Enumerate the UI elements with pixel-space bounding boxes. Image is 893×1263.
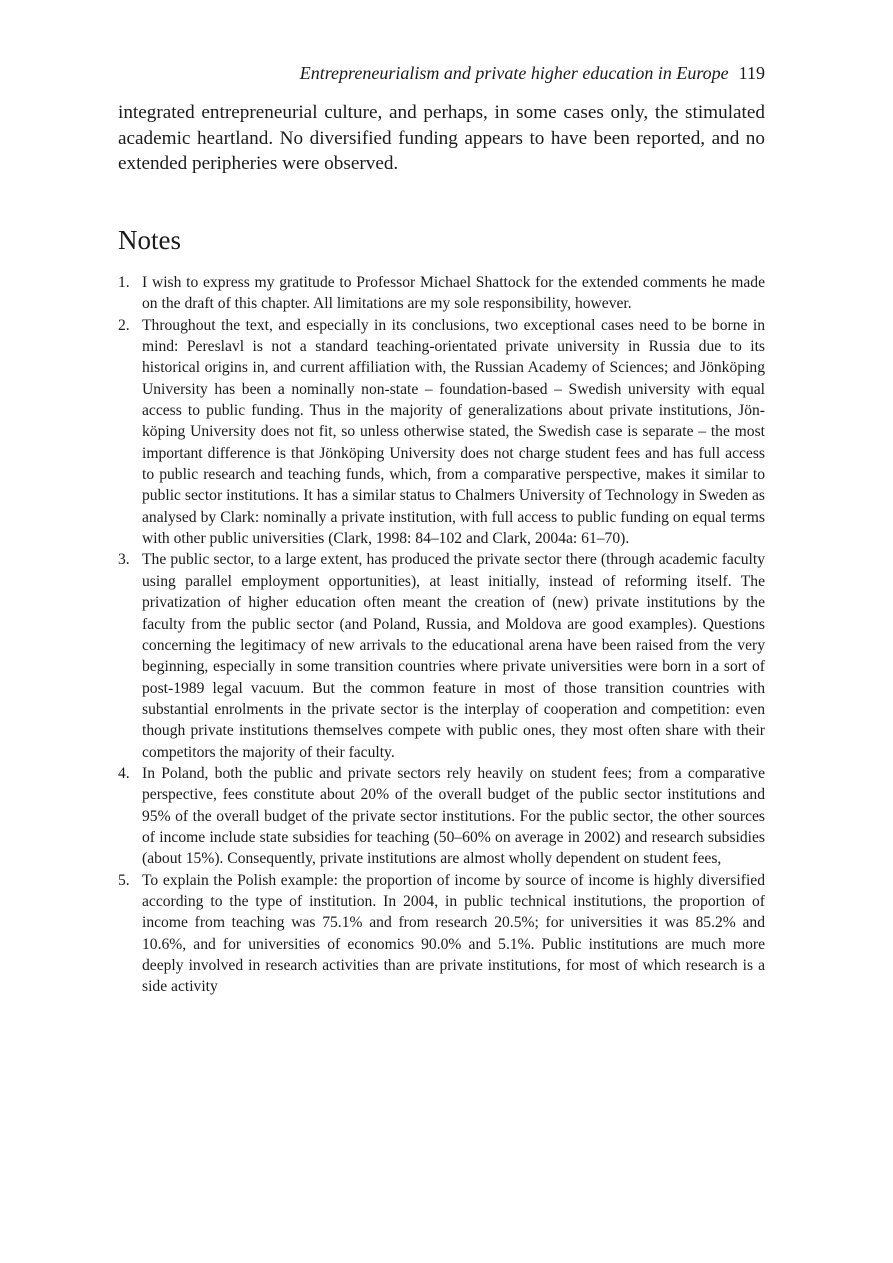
intro-paragraph: integrated entrepreneurial culture, and perhaps, in some cases only, the stimulated academic heartland. No diversified funding appears to have been reported, and no extended peripheries were observed.	[118, 102, 765, 174]
note-text: Throughout the text, and especially in its conclusions, two exceptional cases need to be borne in mind: Pereslavl is not a standard teaching-orientated private university in Russia due to its historical origins in, and current affiliation with, the Russian Academy of Sciences; and Jönköping University has been a nominally non-state – foundation-based – Swedish university with equal access to public funding. Thus in the majority of generalizations about private institutions, Jönköping University does not fit, so unless otherwise stated, the Swedish case is separate – the most important difference is that Jönköping University does not charge student fees and has full access to public research and teaching funds, which, from a comparative perspective, makes it similar to public sector institutions. It has a similar status to Chalmers University of Technology in Sweden as analysed by Clark: nominally a private institution, with full access to public funding on equal terms with other public universities (Clark, 1998: 84–102 and Clark, 2004a: 61–70).	[142, 316, 765, 548]
page-number: 119	[738, 63, 765, 83]
note-number: 3.	[118, 551, 130, 569]
running-head-title: Entrepreneurialism and private higher education in Europe	[299, 63, 729, 83]
note-item	[118, 315, 765, 550]
note-item	[118, 870, 765, 998]
note-number: 1.	[118, 274, 130, 291]
note-text: I wish to express my gratitude to Professor Michael Shattock for the extended comments he made on the draft of this chapter. All limitations are my sole responsibility, however.	[142, 274, 765, 313]
note-text: In Poland, both the public and private sectors rely heavily on student fees; from a comparative perspective, fees constitute about 20% of the overall budget of the public sector institutions and 95% of the overall budget of the private sector institutions. For the public sector, the other sources of income include state subsidies for teaching (50–60% on average in 2002) and research subsidies (about 15%). Consequently, private institutions are almost wholly dependent on student fees,	[142, 764, 765, 868]
note-number: 2.	[118, 316, 130, 334]
notes-heading: Notes	[118, 225, 181, 255]
notes-list	[118, 272, 765, 998]
running-head	[300, 62, 765, 84]
note-number: 4.	[118, 764, 130, 782]
note-text: To explain the Polish example: the proportion of income by source of income is highly diversified according to the type of institution. In 2004, in public technical institutions, the proportion of income from teaching was 75.1% and from research 20.5%; for universities it was 85.2% and 10.6%, and for universities of economics 90.0% and 5.1%. Public institutions are much more deeply involved in research activities than are private institutions, for most of which research is a side activity	[142, 871, 765, 996]
note-item	[118, 763, 765, 870]
note-item	[118, 549, 765, 762]
note-text: The public sector, to a large extent, has produced the private sector there (through academic faculty using parallel employment opportunities), at least initially, instead of reforming itself. The privatization of higher education often meant the creation of (new) private institutions by the faculty from the public sector (and Poland, Russia, and Moldova are good examples). Questions concerning the legitimacy of new arrivals to the educational arena have been raised from the very beginning, especially in some transition countries where private universities were born in a sort of post-1989 legal vacuum. But the common feature in most of those transition countries with substantial enrolments in the private sector is the interplay of cooperation and competition: even though private institutions themselves compete with public ones, they most often share with their competitors the majority of their faculty.	[142, 551, 765, 761]
note-item	[118, 272, 765, 315]
note-number: 5.	[118, 871, 130, 889]
